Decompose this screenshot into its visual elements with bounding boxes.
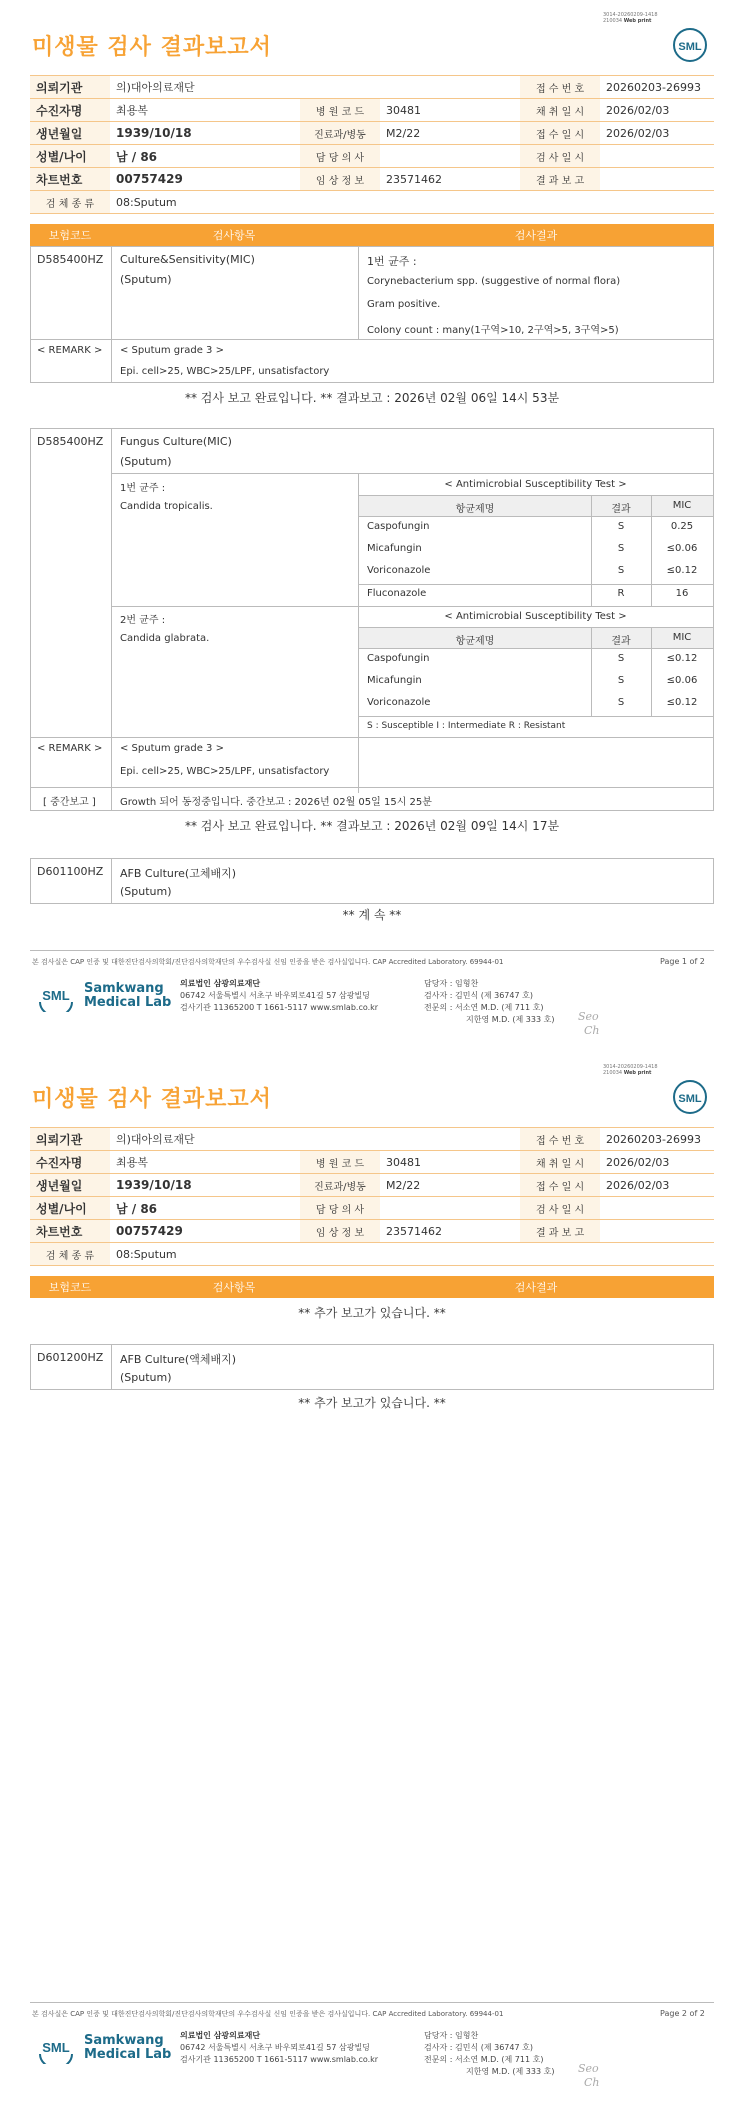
svg-text:SML: SML bbox=[678, 41, 702, 53]
svg-text:SML: SML bbox=[678, 1093, 702, 1105]
col-mic: MIC bbox=[672, 500, 692, 511]
receipt-date-value: 2026/02/03 bbox=[600, 1174, 714, 1197]
lab-brand: Samkwang Medical Lab bbox=[84, 981, 172, 1010]
drug-result: R bbox=[617, 588, 625, 599]
name-label: 수진자명 bbox=[30, 99, 110, 122]
ast-title: < Antimicrobial Susceptibility Test > bbox=[444, 611, 627, 622]
result-line: Colony count : many(1구역>10, 2구역>5, 3구역>5) bbox=[367, 325, 619, 336]
hospital-code-value: 30481 bbox=[380, 99, 520, 122]
chart-no-value: 00757429 bbox=[110, 168, 300, 191]
clinical-value: 23571462 bbox=[380, 1220, 520, 1243]
dob-label: 생년월일 bbox=[30, 1174, 110, 1197]
strain1-name: Candida tropicalis. bbox=[120, 501, 213, 512]
remark-line: < Sputum grade 3 > bbox=[120, 743, 224, 754]
test-code: D585400HZ bbox=[37, 253, 104, 266]
drug-result: S bbox=[617, 653, 625, 664]
receipt-no-label: 접 수 번 호 bbox=[520, 76, 600, 99]
drug-mic: 0.25 bbox=[670, 521, 694, 532]
signature: Ch bbox=[584, 1024, 600, 1037]
institution-value: 의)대아의료재단 bbox=[110, 1128, 520, 1151]
test-code: D601200HZ bbox=[37, 1351, 104, 1364]
hospital-code-label: 병 원 코 드 bbox=[300, 99, 380, 122]
staff-block: 담당자 : 임형찬 검사자 : 김민식 (제 36747 호) 전문의 : 서소연 M.D. (제 711 호) 지한영 M.D. (제 333 호) bbox=[424, 979, 555, 1024]
hospital-code-label: 병 원 코 드 bbox=[300, 1151, 380, 1174]
report-page-2 bbox=[0, 1052, 744, 2104]
drug-result: S bbox=[617, 543, 625, 554]
test-specimen: (Sputum) bbox=[120, 273, 172, 286]
specimen-label: 검 체 종 류 bbox=[30, 1243, 110, 1266]
chart-no-value: 00757429 bbox=[110, 1220, 300, 1243]
interim-text: Growth 되어 동정중입니다. 중간보고 : 2026년 02월 05일 15시 25분 bbox=[120, 797, 432, 808]
receipt-date-label: 접 수 일 시 bbox=[520, 122, 600, 145]
drug-mic: ≤0.12 bbox=[666, 697, 698, 708]
report-label: 결 과 보 고 bbox=[520, 168, 600, 191]
dob-value: 1939/10/18 bbox=[110, 1174, 300, 1197]
collect-date-value: 2026/02/03 bbox=[600, 99, 714, 122]
clinical-label: 임 상 정 보 bbox=[300, 1220, 380, 1243]
lab-address-block: 의료법인 삼광의료재단 06742 서울특별시 서초구 바우뫼로41길 57 삼광빌딩 검사기관 11365200 T 1661-5117 www.smlab.co.kr bbox=[180, 2031, 379, 2064]
page-number: Page 1 of 2 bbox=[660, 957, 705, 966]
hospital-code-value: 30481 bbox=[380, 1151, 520, 1174]
fungus-culture-section bbox=[30, 428, 714, 811]
test-date-label: 검 사 일 시 bbox=[520, 1197, 600, 1220]
svg-text:SML: SML bbox=[42, 2040, 70, 2055]
name-label: 수진자명 bbox=[30, 1151, 110, 1174]
additional-report-notice: ** 추가 보고가 있습니다. ** bbox=[298, 1396, 446, 1410]
col-drug: 항균제명 bbox=[455, 636, 495, 647]
remark-label: < REMARK > bbox=[37, 743, 103, 754]
dept-value: M2/22 bbox=[380, 1174, 520, 1197]
sml-logo bbox=[36, 2034, 76, 2064]
susceptibility-legend: S : Susceptible I : Intermediate R : Resistant bbox=[367, 721, 566, 731]
sex-age-label: 성별/나이 bbox=[30, 145, 110, 168]
col-result: 결과 bbox=[611, 504, 631, 515]
print-reference: 3014-20260209-1418 210034 Web print bbox=[603, 1064, 658, 1076]
collect-date-label: 채 취 일 시 bbox=[520, 99, 600, 122]
drug-result: S bbox=[617, 521, 625, 532]
institution-label: 의뢰기관 bbox=[30, 76, 110, 99]
afb-culture-solid-section bbox=[30, 858, 714, 904]
collect-date-label: 채 취 일 시 bbox=[520, 1151, 600, 1174]
specimen-value: 08:Sputum bbox=[110, 1243, 714, 1266]
staff-block: 담당자 : 임형찬 검사자 : 김민식 (제 36747 호) 전문의 : 서소연 M.D. (제 711 호) 지한영 M.D. (제 333 호) bbox=[424, 2031, 555, 2076]
afb-culture-liquid-section bbox=[30, 1344, 714, 1390]
col-mic: MIC bbox=[672, 632, 692, 643]
report-label: 결 과 보 고 bbox=[520, 1220, 600, 1243]
test-item: Culture&Sensitivity(MIC) bbox=[120, 253, 255, 266]
drug-name: Voriconazole bbox=[367, 697, 431, 708]
remark-line: Epi. cell>25, WBC>25/LPF, unsatisfactory bbox=[120, 366, 330, 377]
test-specimen: (Sputum) bbox=[120, 1371, 172, 1384]
strain2-label: 2번 균주 : bbox=[120, 615, 166, 626]
doctor-label: 담 당 의 사 bbox=[300, 145, 380, 168]
drug-mic: ≤0.12 bbox=[666, 565, 698, 576]
dept-label: 진료과/병동 bbox=[300, 122, 380, 145]
lab-address-block: 의료법인 삼광의료재단 06742 서울특별시 서초구 바우뫼로41길 57 삼광빌딩 검사기관 11365200 T 1661-5117 www.smlab.co.kr bbox=[180, 979, 379, 1012]
test-item: Fungus Culture(MIC) bbox=[120, 435, 232, 448]
drug-mic: ≤0.06 bbox=[666, 675, 698, 686]
test-code: D601100HZ bbox=[37, 865, 104, 878]
test-date-value bbox=[600, 145, 714, 168]
culture-sensitivity-section bbox=[30, 246, 714, 383]
print-reference: 3014-20260209-1418 210034 Web print bbox=[603, 12, 658, 24]
institution-label: 의뢰기관 bbox=[30, 1128, 110, 1151]
collect-date-value: 2026/02/03 bbox=[600, 1151, 714, 1174]
header-code: 보험코드 bbox=[48, 229, 92, 242]
dob-label: 생년월일 bbox=[30, 122, 110, 145]
completion-notice: ** 검사 보고 완료입니다. ** 결과보고 : 2026년 02월 09일 14시 17분 bbox=[184, 819, 560, 833]
name-value: 최용복 bbox=[110, 1151, 300, 1174]
institution-value: 의)대아의료재단 bbox=[110, 76, 520, 99]
test-specimen: (Sputum) bbox=[120, 455, 172, 468]
ast-title: < Antimicrobial Susceptibility Test > bbox=[444, 479, 627, 490]
result-line: Gram positive. bbox=[367, 299, 441, 310]
drug-result: S bbox=[617, 675, 625, 686]
strain-title: 1번 균주 : bbox=[367, 255, 417, 268]
page-number: Page 2 of 2 bbox=[660, 2009, 705, 2018]
accreditation-note: 본 검사실은 CAP 인증 및 대한진단검사의학회/진단검사의학재단의 우수검사실 신임 인증을 받은 검사실입니다. CAP Accredited Laboratory. 69944-01 bbox=[32, 958, 504, 966]
result-header-bar bbox=[30, 224, 714, 246]
signature: Seo bbox=[578, 2062, 599, 2075]
receipt-no-label: 접 수 번 호 bbox=[520, 1128, 600, 1151]
test-code: D585400HZ bbox=[37, 435, 104, 448]
dept-value: M2/22 bbox=[380, 122, 520, 145]
sex-age-label: 성별/나이 bbox=[30, 1197, 110, 1220]
test-date-label: 검 사 일 시 bbox=[520, 145, 600, 168]
sml-logo bbox=[672, 27, 708, 63]
report-value bbox=[600, 168, 714, 191]
strain2-name: Candida glabrata. bbox=[120, 633, 210, 644]
continued-notice: ** 계 속 ** bbox=[342, 908, 402, 922]
remark-line: < Sputum grade 3 > bbox=[120, 345, 224, 356]
drug-mic: ≤0.12 bbox=[666, 653, 698, 664]
chart-no-label: 차트번호 bbox=[30, 1220, 110, 1243]
report-title: 미생물 검사 결과보고서 bbox=[32, 1087, 272, 1112]
drug-name: Fluconazole bbox=[367, 588, 427, 599]
result-line: Corynebacterium spp. (suggestive of normal flora) bbox=[367, 276, 621, 287]
drug-name: Micafungin bbox=[367, 543, 422, 554]
doctor-value bbox=[380, 145, 520, 168]
header-result: 검사결과 bbox=[514, 1281, 558, 1294]
interim-label: [ 중간보고 ] bbox=[43, 797, 96, 808]
receipt-date-label: 접 수 일 시 bbox=[520, 1174, 600, 1197]
col-result: 결과 bbox=[611, 636, 631, 647]
name-value: 최용복 bbox=[110, 99, 300, 122]
drug-name: Caspofungin bbox=[367, 653, 430, 664]
completion-notice: ** 검사 보고 완료입니다. ** 결과보고 : 2026년 02월 06일 14시 53분 bbox=[184, 391, 560, 405]
sex-age-value: 남 / 86 bbox=[110, 145, 300, 168]
test-item: AFB Culture(액체배지) bbox=[120, 1353, 237, 1366]
patient-info-table bbox=[30, 75, 714, 214]
receipt-no-value: 20260203-26993 bbox=[600, 76, 714, 99]
test-specimen: (Sputum) bbox=[120, 885, 172, 898]
specimen-label: 검 체 종 류 bbox=[30, 191, 110, 214]
header-item: 검사항목 bbox=[212, 1281, 256, 1294]
test-item: AFB Culture(고체배지) bbox=[120, 867, 237, 880]
result-header-bar bbox=[30, 1276, 714, 1298]
patient-info-table bbox=[30, 1127, 714, 1266]
sex-age-value: 남 / 86 bbox=[110, 1197, 300, 1220]
drug-result: S bbox=[617, 565, 625, 576]
report-value bbox=[600, 1220, 714, 1243]
dept-label: 진료과/병동 bbox=[300, 1174, 380, 1197]
header-result: 검사결과 bbox=[514, 229, 558, 242]
chart-no-label: 차트번호 bbox=[30, 168, 110, 191]
lab-brand: Samkwang Medical Lab bbox=[84, 2033, 172, 2062]
clinical-value: 23571462 bbox=[380, 168, 520, 191]
drug-result: S bbox=[617, 697, 625, 708]
strain1-label: 1번 균주 : bbox=[120, 483, 166, 494]
drug-name: Caspofungin bbox=[367, 521, 430, 532]
remark-label: < REMARK > bbox=[37, 345, 103, 356]
report-title: 미생물 검사 결과보고서 bbox=[32, 35, 272, 60]
header-code: 보험코드 bbox=[48, 1281, 92, 1294]
drug-name: Micafungin bbox=[367, 675, 422, 686]
svg-text:SML: SML bbox=[42, 988, 70, 1003]
dob-value: 1939/10/18 bbox=[110, 122, 300, 145]
clinical-label: 임 상 정 보 bbox=[300, 168, 380, 191]
drug-name: Voriconazole bbox=[367, 565, 431, 576]
sml-logo bbox=[672, 1079, 708, 1115]
additional-report-notice: ** 추가 보고가 있습니다. ** bbox=[298, 1306, 446, 1320]
header-item: 검사항목 bbox=[212, 229, 256, 242]
specimen-value: 08:Sputum bbox=[110, 191, 714, 214]
remark-line: Epi. cell>25, WBC>25/LPF, unsatisfactory bbox=[120, 766, 330, 777]
col-drug: 항균제명 bbox=[455, 504, 495, 515]
receipt-date-value: 2026/02/03 bbox=[600, 122, 714, 145]
receipt-no-value: 20260203-26993 bbox=[600, 1128, 714, 1151]
signature: Ch bbox=[584, 2076, 600, 2089]
doctor-value bbox=[380, 1197, 520, 1220]
accreditation-note: 본 검사실은 CAP 인증 및 대한진단검사의학회/진단검사의학재단의 우수검사실 신임 인증을 받은 검사실입니다. CAP Accredited Laboratory. 69944-01 bbox=[32, 2010, 504, 2018]
drug-mic: ≤0.06 bbox=[666, 543, 698, 554]
signature: Seo bbox=[578, 1010, 599, 1023]
test-date-value bbox=[600, 1197, 714, 1220]
drug-mic: 16 bbox=[675, 588, 689, 599]
doctor-label: 담 당 의 사 bbox=[300, 1197, 380, 1220]
sml-logo bbox=[36, 982, 76, 1012]
